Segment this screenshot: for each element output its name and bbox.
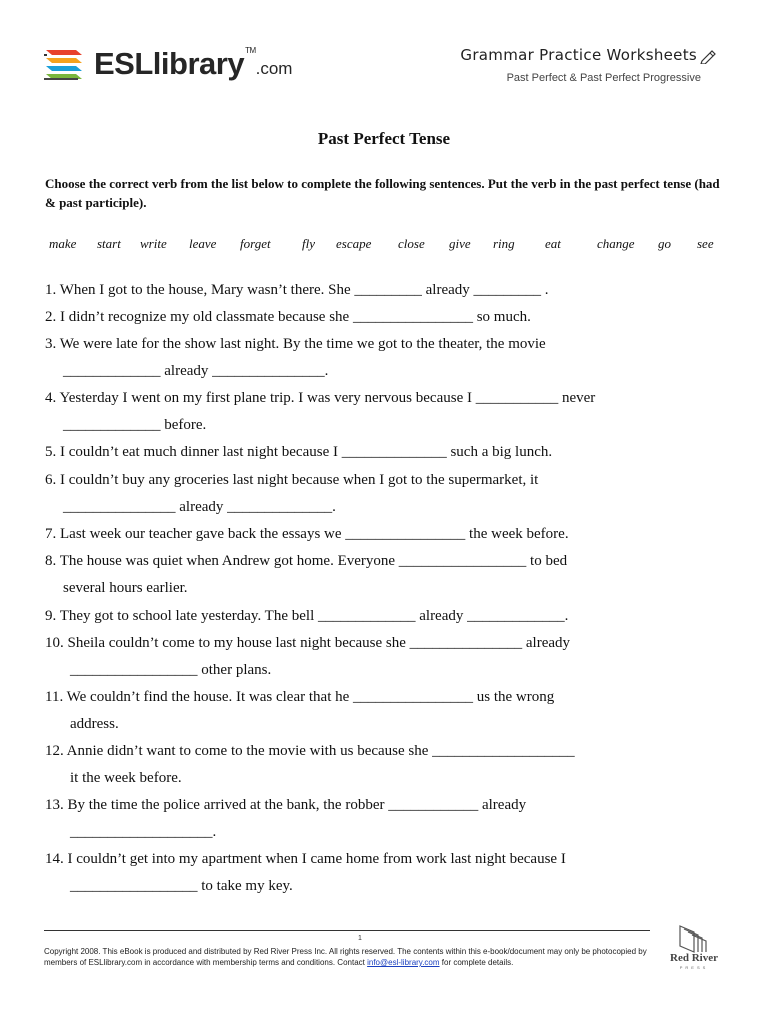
- question-text: 9. They got to school late yesterday. The bell _____________ already _____________.: [45, 608, 569, 624]
- question-text: 7. Last week our teacher gave back the essays we ________________ the week before.: [45, 526, 569, 542]
- brand-wordmark: [94, 46, 292, 82]
- question-4: [45, 385, 595, 439]
- question-12: [45, 738, 575, 792]
- question-continuation: _________________ to take my key.: [70, 878, 293, 894]
- verb-item: ring: [493, 236, 515, 251]
- question-continuation: _____________ already _______________.: [63, 363, 329, 379]
- verb-item: start: [97, 236, 121, 251]
- question-text: 5. I couldn’t eat much dinner last night because I ______________ such a big lunch.: [45, 444, 553, 460]
- page-number: 1: [358, 935, 362, 942]
- verb-item: leave: [189, 236, 217, 251]
- question-text: 1. When I got to the house, Mary wasn’t there. She _________ already _________ .: [45, 282, 549, 298]
- question-5: [45, 439, 552, 466]
- question-7: [45, 521, 569, 548]
- copyright-notice: [44, 946, 664, 968]
- book-stack-icon: [42, 44, 88, 88]
- question-continuation: address.: [70, 716, 119, 732]
- question-continuation: ___________________.: [70, 824, 217, 840]
- question-continuation: _______________ already ______________.: [63, 499, 336, 515]
- question-text: 10. Sheila couldn’t come to my house last night because she _______________ already: [45, 635, 571, 651]
- question-13: [45, 792, 526, 846]
- contact-email-link[interactable]: info@esl-library.com: [367, 958, 440, 967]
- question-11: [45, 684, 554, 738]
- publisher-subtitle: PRESS: [679, 965, 709, 970]
- verb-item: change: [597, 236, 635, 251]
- question-continuation: it the week before.: [70, 770, 182, 786]
- verb-list: [0, 236, 768, 256]
- page-title: Past Perfect Tense: [317, 129, 451, 148]
- verb-item: go: [658, 236, 671, 251]
- question-continuation: _____________ before.: [63, 417, 207, 433]
- series-title: [460, 46, 718, 64]
- verb-item: see: [697, 236, 714, 251]
- brand-tm: TM: [245, 46, 256, 55]
- brand-domain: .com: [255, 59, 293, 78]
- esl-library-logo: [42, 42, 293, 92]
- question-text: 13. By the time the police arrived at the bank, the robber ____________ already: [45, 797, 527, 813]
- series-title-text: Grammar Practice Worksheets: [460, 46, 697, 64]
- verb-item: close: [398, 236, 425, 251]
- publisher-name: Red River: [670, 952, 718, 964]
- question-text: 3. We were late for the show last night. By the time we got to the theater, the movie: [45, 336, 546, 352]
- copyright-text: Copyright 2008. This eBook is produced and distributed by Red River Press Inc. All rights reserved. The contents within this e-book/document may only be photocopied by members of ESLlibrary.com in accordance with membership terms and conditions. Contact: [44, 947, 647, 967]
- question-6: [45, 467, 538, 521]
- question-2: [45, 304, 531, 331]
- verb-item: forget: [240, 236, 271, 251]
- verb-item: escape: [336, 236, 372, 251]
- question-text: 2. I didn’t recognize my old classmate because she ________________ so much.: [45, 309, 531, 325]
- question-continuation: _________________ other plans.: [70, 662, 272, 678]
- question-continuation: several hours earlier.: [63, 580, 188, 596]
- question-3: [45, 331, 546, 385]
- worksheet-subtitle: Past Perfect & Past Perfect Progressive: [506, 72, 701, 84]
- question-text: 6. I couldn’t buy any groceries last night because when I got to the supermarket, it: [45, 472, 539, 488]
- question-10: [45, 630, 570, 684]
- question-text: 4. Yesterday I went on my first plane trip. I was very nervous because I ___________ never: [45, 390, 596, 406]
- question-14: [45, 846, 566, 900]
- copyright-text-end: for complete details.: [439, 958, 514, 967]
- question-8: [45, 548, 567, 602]
- question-text: 12. Annie didn’t want to come to the movie with us because she ___________________: [45, 743, 575, 759]
- verb-item: fly: [302, 236, 315, 251]
- question-1: [45, 277, 549, 304]
- question-text: 14. I couldn’t get into my apartment when I came home from work last night because I: [45, 851, 566, 867]
- brand-main: ESLlibrary: [94, 46, 245, 81]
- question-text: 8. The house was quiet when Andrew got home. Everyone _________________ to bed: [45, 553, 568, 569]
- footer-divider: [44, 930, 650, 931]
- pencil-icon: [700, 48, 718, 64]
- verb-item: eat: [545, 236, 561, 251]
- instructions: Choose the correct verb from the list below to complete the following sentences. Put the verb in the past perfect tense (had & past participle).: [45, 176, 720, 210]
- question-9: [45, 603, 568, 630]
- question-text: 11. We couldn’t find the house. It was clear that he ________________ us the wrong: [45, 689, 555, 705]
- verb-item: make: [49, 236, 77, 251]
- verb-item: give: [449, 236, 471, 251]
- verb-item: write: [140, 236, 167, 251]
